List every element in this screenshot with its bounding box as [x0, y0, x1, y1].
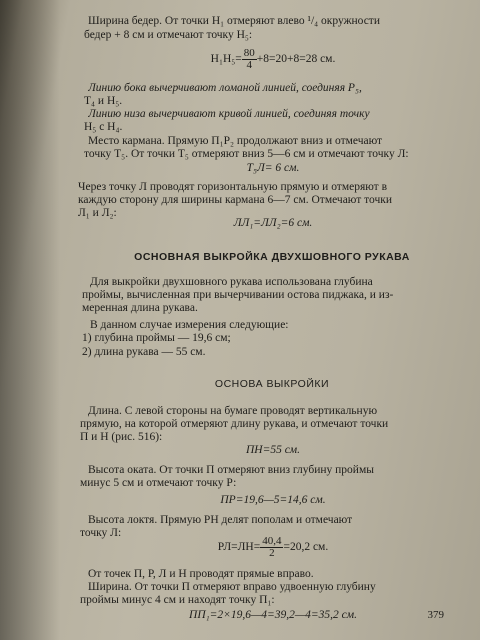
- text-line: Линию низа вычерчивают кривой линией, соединяя точку: [88, 108, 370, 120]
- text-line: Для выкройки двухшовного рукава использована глубина: [90, 276, 373, 288]
- text-line: Линию бока вычерчивают ломаной линией, соединяя Р₅,: [88, 82, 362, 94]
- text-line: точку Л:: [80, 527, 122, 539]
- fraction-numerator: 80: [243, 48, 255, 59]
- text-line: Высота оката. От точки П отмеряют вниз глубину проймы: [88, 464, 374, 476]
- formula-part: Н₁Н₅=: [210, 53, 242, 66]
- formula-pp1: ПП₁=2×19,6—4=39,2—4=35,2 см.: [189, 609, 357, 621]
- text-line: проймы, вычисленная при вычерчивании остова пиджака, и из-: [82, 289, 394, 301]
- formula-part: =20,2 см.: [283, 541, 329, 554]
- text-line: минус 5 см и отмечают точку Р:: [80, 477, 237, 489]
- text-line: Н₅ с Н₄.: [84, 121, 123, 133]
- text-line: Л₁ и Л₂:: [78, 207, 117, 219]
- text-line: Высота локтя. Прямую РН делят пополам и отмечают: [88, 514, 353, 526]
- text-line: Ширина. От точки П отмеряют вправо удвоенную глубину: [88, 581, 376, 593]
- text-line: От точек П, Р, Л и Н проводят прямые вправо.: [88, 568, 314, 580]
- text-line: Длина. С левой стороны на бумаге проводят вертикальную: [88, 405, 378, 417]
- formula-part: РЛ=ЛН=: [217, 541, 261, 554]
- fraction-numerator: 40,4: [262, 536, 282, 547]
- section-heading: ОСНОВНАЯ ВЫКРОЙКА ДВУХШОВНОГО РУКАВА: [134, 251, 410, 263]
- subsection-heading: ОСНОВА ВЫКРОЙКИ: [214, 378, 330, 390]
- fraction: [260, 536, 283, 559]
- formula-pr: ПР=19,6—5=14,6 см.: [220, 494, 326, 506]
- text-line: каждую сторону для ширины кармана 6—7 см. Отмечают точки: [78, 194, 393, 206]
- page-number: 379: [427, 609, 444, 621]
- text-line: Ширина бедер. От точки Н₁ отмеряют влево ¹/₄ окружности: [88, 15, 380, 27]
- text-line: меренная длина рукава.: [82, 302, 198, 314]
- text-line: Место кармана. Прямую П₁Р₂ продолжают вниз и отмечают: [88, 135, 383, 147]
- formula-part: +8=20+8=28 см.: [256, 53, 336, 66]
- text-line: точку Т₅. От точки Т₅ отмеряют вниз 5—6 см и отмечают точку Л:: [84, 148, 409, 160]
- formula-t5l: Т₅Л= 6 см.: [246, 162, 300, 174]
- fraction-denominator: 2: [269, 547, 275, 559]
- text-line: П и Н (рис. 516):: [80, 431, 163, 443]
- fraction-denominator: 4: [246, 59, 253, 71]
- list-item: 1) глубина проймы — 19,6 см;: [82, 332, 231, 344]
- formula-pn: ПН=55 см.: [245, 444, 301, 456]
- formula-rl: [84, 536, 462, 559]
- text-line: Т₄ и Н₅.: [84, 95, 123, 107]
- text-line: прямую, на которой отмеряют длину рукава, и отмечают точки: [80, 418, 389, 430]
- text-line: бедер + 8 см и отмечают точку Н₅:: [84, 29, 253, 41]
- text-line: В данном случае измерения следующие:: [90, 319, 289, 331]
- formula-ll1: ЛЛ₁=ЛЛ₂=6 см.: [233, 217, 313, 229]
- text-line: проймы минус 4 см и находят точку П₁:: [80, 594, 275, 606]
- text-line: Через точку Л проводят горизонтальную прямую и отмеряют в: [78, 181, 388, 193]
- book-page: [22, 6, 474, 636]
- list-item: 2) длина рукава — 55 см.: [82, 346, 206, 358]
- formula-h1h5: [84, 48, 462, 71]
- fraction: [242, 48, 257, 71]
